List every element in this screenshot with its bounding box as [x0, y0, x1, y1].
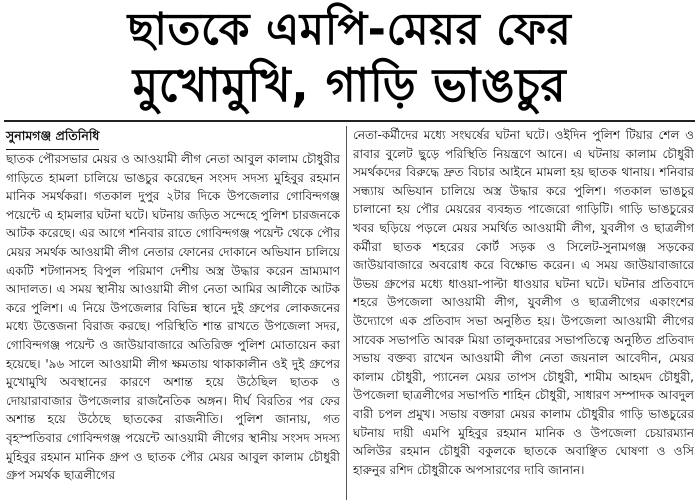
- headline-rule: [4, 120, 695, 122]
- byline: সুনামগঞ্জ প্রতিনিধি: [6, 128, 99, 150]
- article-left-column: ছাতক পৌরসভার মেয়র ও আওয়ামী লীগ নেতা আবুল কালাম চৌধুরীর গাড়িতে হামলা চালিয়ে ভাঙচুর করেছেন সংসদ সদস্য মুহিবুর রহমান মানিক সমর্থকরা। গতকাল দুপুর ২টার দিকে উপজেলার গোবিন্দগঞ্জ পয়েন্টে এ হামলার ঘটনা ঘটে। ঘটনায় জড়িত সন্দেহে পুলিশ চারজনকে আটক করেছে। এর আগে শনিবার রাতে গোবিন্দগঞ্জ পয়েন্ট থেকে পৌর মেয়র সমর্থক আওয়ামী লীগ নেতার ফোনের দোকানে অভিযান চালিয়ে একটি শটগানসহ বিপুল পরিমাণ দেশীয় অস্ত্র উদ্ধার করেন ভ্রাম্যমাণ আদালত। এ সময় স্থানীয় আওয়ামী লীগ নেতা আমির আলীকে আটক করে পুলিশ। এ নিয়ে উপজেলার বিভিন্ন স্থানে দুই গ্রুপের লোকজনের মধ্যে উত্তেজনা বিরাজ করছে। পরিস্থিতি শান্ত রাখতে উপজেলা সদর, গোবিন্দগঞ্জ পয়েন্ট ও জাউয়াবাজারে অতিরিক্ত পুলিশ মোতায়েন করা হয়েছে। '৯৬ সালে আওয়ামী লীগ ক্ষমতায় থাকাকালীন ওই দুই গ্রুপের মুখোমুখি অবস্থানের কারণে অশান্ত হয়ে উঠেছিল ছাতক ও দোয়ারাবাজার উপজেলার রাজনৈতিক অঙ্গন। দীর্ঘ বিরতির পর ফের অশান্ত হয়ে উঠেছে ছাতকের রাজনীতি। পুলিশ জানায়, গত বৃহস্পতিবার গোবিন্দগঞ্জ পয়েন্টে আওয়ামী লীগের স্থানীয় সংসদ সদস্য মুহিবুর রহমান মানিক গ্রুপ ও ছাতক পৌর মেয়র আবুল কালাম চৌধুরী গ্রুপ সমর্থক ছাত্রলীগের: [6, 152, 340, 483]
- headline-line-2: মুখোমুখি, গাড়ি ভাঙচুর: [132, 58, 567, 112]
- headline-line-1: ছাতকে এমপি-মেয়র ফের: [127, 4, 572, 55]
- column-divider: [346, 126, 347, 500]
- article-right-column: নেতা-কর্মীদের মধ্যে সংঘর্ষের ঘটনা ঘটে। ওইদিন পুলিশ টিয়ার শেল ও রাবার বুলেট ছুড়ে পরিস্থিতি নিয়ন্ত্রণে আনে। এ ঘটনায় কালাম চৌধুরী সমর্থকদের বিরুদ্ধে দ্রুত বিচার আইনে মামলা হয় ছাতক থানায়। শনিবার সন্ধ্যায় অভিযান চালিয়ে অস্ত্র উদ্ধার করে পুলিশ। গতকাল ভাঙচুর চালানো হয় পৌর মেয়রের ব্যবহৃত পাজেরো গাড়িটি। গাড়ি ভাঙচুরের খবর ছড়িয়ে পড়লে মেয়র সমর্থিত আওয়ামী লীগ, যুবলীগ ও ছাত্রলীগ কর্মীরা ছাতক শহরের কোর্ট সড়ক ও সিলেট-সুনামগঞ্জ সড়কের জাউয়াবাজারে অবরোধ করে বিক্ষোভ করেন। এ সময় জাউয়াবাজারে উভয় গ্রুপের মধ্যে ধাওয়া-পাল্টা ধাওয়ার ঘটনা ঘটে। ঘটনার প্রতিবাদে শহরে উপজেলা আওয়ামী লীগ, যুবলীগ ও ছাত্রলীগের একাংশের উদ্যোগে এক প্রতিবাদ সভা অনুষ্ঠিত হয়। উপজেলা আওয়ামী লীগের সাবেক সভাপতি আবরু মিয়া তালুকদারের সভাপতিত্বে অনুষ্ঠিত প্রতিবাদ সভায় বক্তব্য রাখেন আওয়ামী লীগ নেতা জয়নাল আবেদীন, মেয়র কালাম চৌধুরী, প্যানেল মেয়র তাপস চৌধুরী, শামীম আহমদ চৌধুরী, উপজেলা ছাত্রলীগের সভাপতি শাহিন চৌধুরী, সাধারণ সম্পাদক আবদুল বারী চপল প্রমুখ। সভায় বক্তারা মেয়র কালাম চৌধুরীর গাড়ি ভাঙচুরের ঘটনায় দায়ী এমপি মুহিবুর রহমান মানিক ও উপজেলা চেয়ারম্যান অলিউর রহমান চৌধুরী বকুলকে ছাতকে অবাঞ্ছিত ঘোষণা ও ওসি হারুনুর রশিদ চৌধুরীকে অপসারণের দাবি জানান।: [353, 128, 694, 477]
- headline: [0, 4, 699, 112]
